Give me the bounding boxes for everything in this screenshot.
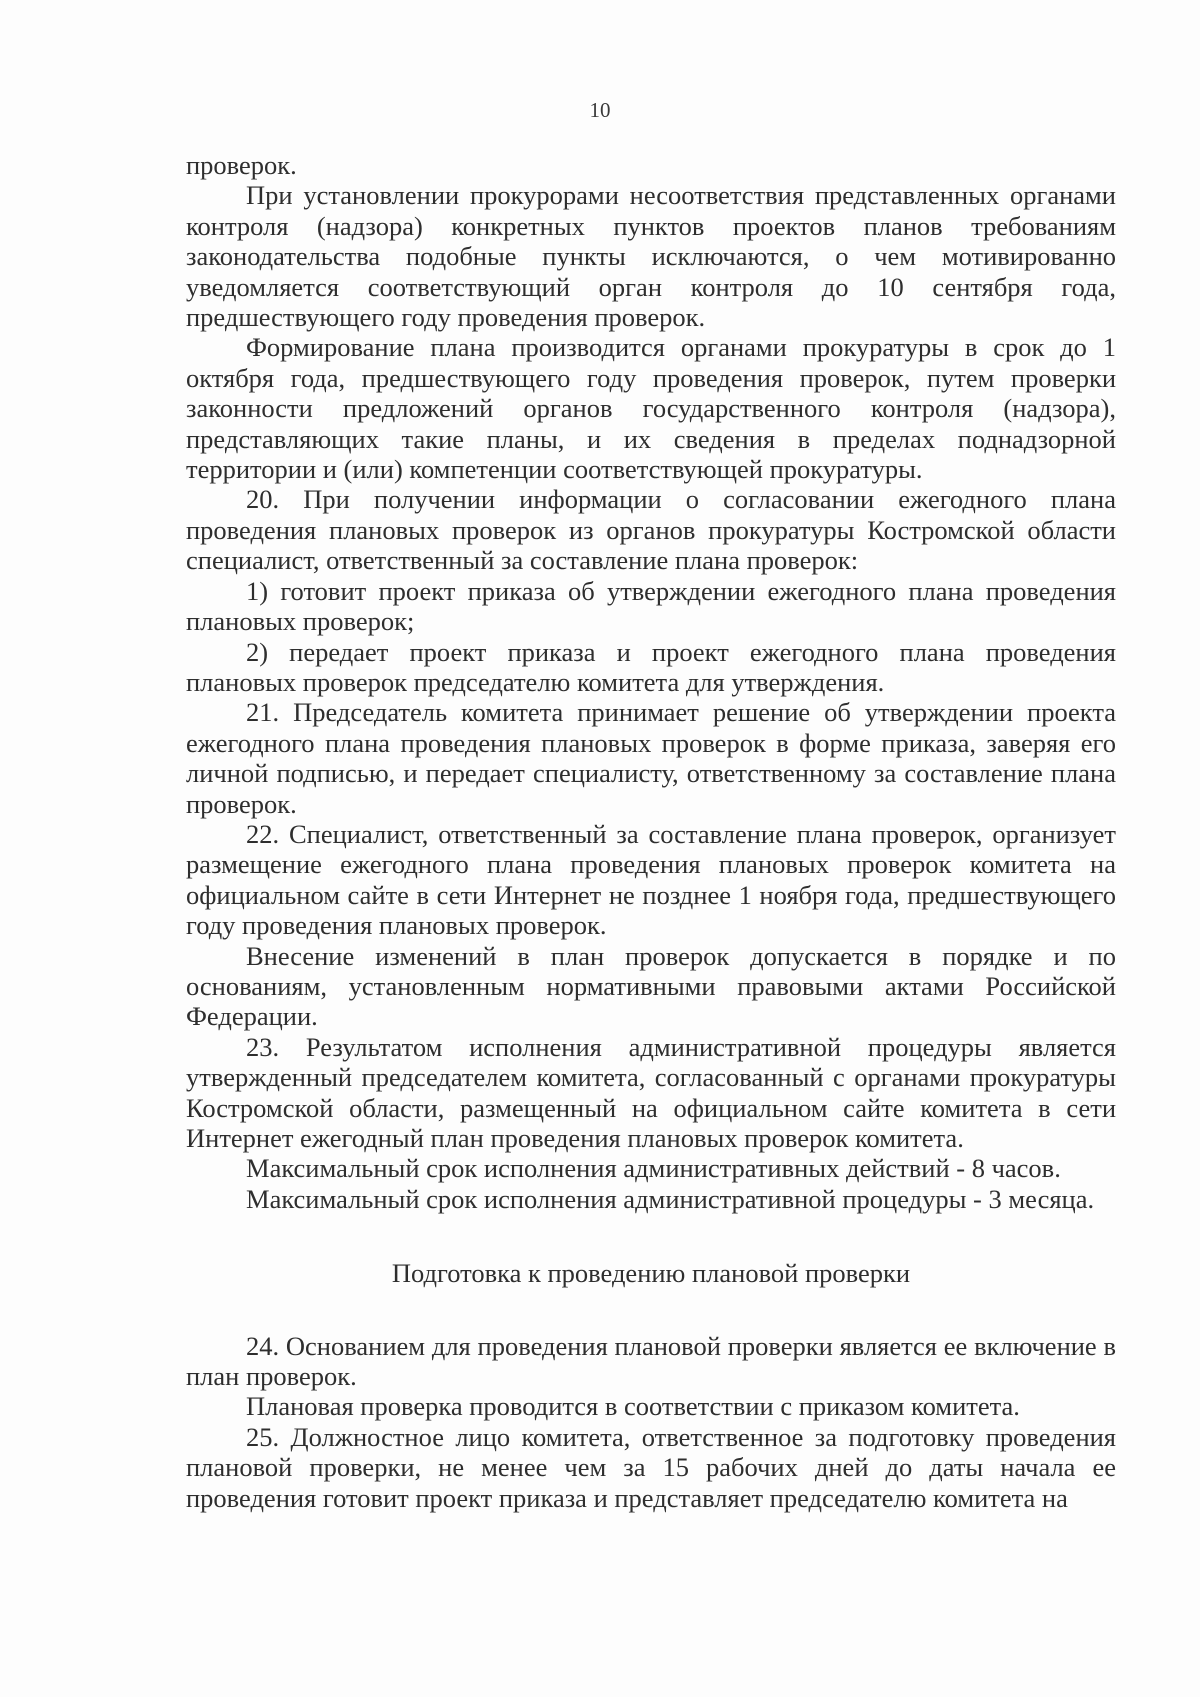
paragraph: Максимальный срок исполнения административных действий - 8 часов. [246,1153,1061,1184]
paragraph-item-22: 22. Специалист, ответственный за составление плана проверок, организует размещение ежегодного плана проведения плановых проверок комитета на официальном сайте в сети Интернет не позднее 1 ноября года, предшествующего году проведения плановых проверок. [186,818,1116,941]
paragraph-item-21: 21. Председатель комитета принимает решение об утверждении проекта ежегодного плана проведения плановых проверок в форме приказа, заверяя его личной подписью, и передает специалисту, ответственному за составление плана проверок. [186,697,1116,819]
paragraph: Плановая проверка проводится в соответствии с приказом комитета. [246,1391,1020,1422]
paragraph: При установлении прокурорами несоответствия представленных органами контроля (надзора) конкретных пунктов проектов планов требованиям законодательства подобные пункты исключаются, о чем мотивированно уведомляется соответствующий орган контроля до 10 сентября года, предшествующего году проведения проверок. [186,180,1116,333]
paragraph-item-24: 24. Основанием для проведения плановой проверки является ее включение в план проверок. [186,1330,1116,1392]
document-body [186,150,1116,1513]
paragraph: Внесение изменений в план проверок допускается в порядке и по основаниям, установленным нормативными правовыми актами Российской Федерации. [186,940,1116,1032]
paragraph: Формирование плана производится органами прокуратуры в срок до 1 октября года, предшествующего году проведения проверок, путем проверки законности предложений органов государственного контроля (надзора), представляющих такие планы, и их сведения в пределах поднадзорной территории и (или) компетенции соответствующей прокуратуры. [186,332,1116,485]
paragraph-item-20: 20. При получении информации о согласовании ежегодного плана проведения плановых проверок из органов прокуратуры Костромской области специалист, ответственный за составление плана проверок: [186,484,1116,576]
page-number: 10 [589,98,611,122]
paragraph: Максимальный срок исполнения административной процедуры - 3 месяца. [246,1183,1095,1214]
paragraph: проверок. [186,150,297,180]
list-item: 2) передает проект приказа и проект ежегодного плана проведения плановых проверок председателю комитета для утверждения. [186,636,1116,697]
paragraph-item-25: 25. Должностное лицо комитета, ответственное за подготовку проведения плановой проверки, не менее чем за 15 рабочих дней до даты начала ее проведения готовит проект приказа и представляет председателю комитета на [186,1421,1116,1513]
list-item: 1) готовит проект приказа об утверждении ежегодного плана проведения плановых проверок; [186,575,1116,637]
section-heading: Подготовка к проведению плановой проверки [391,1258,911,1289]
paragraph-item-23: 23. Результатом исполнения административной процедуры является утвержденный председателем комитета, согласованный с органами прокуратуры Костромской области, размещенный на официальном сайте комитета в сети Интернет ежегодный план проведения плановых проверок комитета. [186,1031,1116,1153]
